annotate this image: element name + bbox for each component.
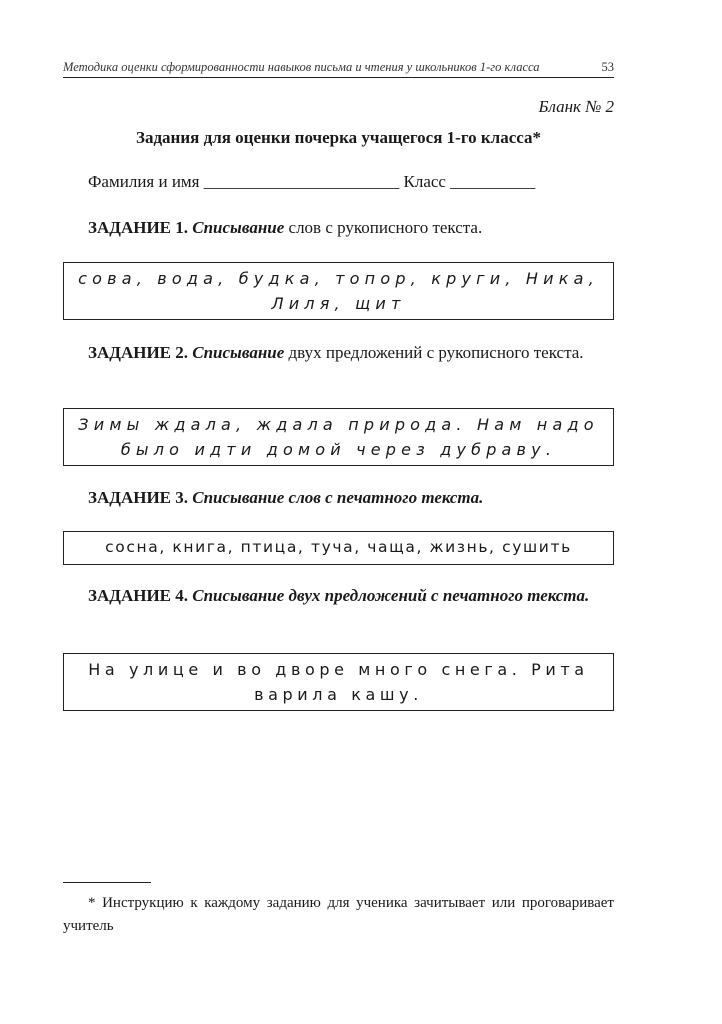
task-keyword: Списывание двух предложений с печатного текста.	[192, 586, 590, 605]
task-keyword: Списывание	[192, 218, 285, 237]
running-header-title: Методика оценки сформированности навыков письма и чтения у школьников 1-го класса	[63, 60, 540, 74]
task-2-sample-box	[63, 408, 614, 466]
task-4-heading	[63, 584, 614, 608]
sample-line: Зимы ждала, ждала природа. Нам надо	[78, 415, 599, 434]
sample-line: сова, вода, будка, топор, круги, Ника,	[78, 269, 599, 288]
sample-line: варила кашу.	[254, 685, 423, 704]
sample-line: Лиля, щит	[271, 294, 406, 313]
task-number: ЗАДАНИЕ 1.	[88, 218, 189, 237]
sample-line: было идти домой через дубраву.	[120, 440, 557, 459]
task-3-heading	[63, 486, 614, 510]
class-label: Класс	[403, 172, 446, 191]
task-4-sample-box	[63, 653, 614, 711]
student-line	[88, 172, 535, 192]
class-blank: __________	[450, 172, 536, 191]
document-title: Задания для оценки почерка учащегося 1-го класса*	[135, 128, 541, 147]
task-number: ЗАДАНИЕ 3.	[88, 488, 189, 507]
task-keyword: Списывание слов с печатного текста.	[192, 488, 484, 507]
running-header	[63, 60, 614, 75]
task-1-heading	[63, 216, 614, 240]
header-rule	[63, 77, 614, 78]
name-blank: _______________________	[203, 172, 400, 191]
task-description: двух предложений с рукописного текста.	[284, 343, 584, 362]
footnote-text: * Инструкцию к каждому заданию для ученика зачитывает или проговаривает учитель	[63, 895, 614, 934]
task-1-sample-box	[63, 262, 614, 320]
sample-line: сосна, книга, птица, туча, чаща, жизнь, сушить	[105, 538, 572, 556]
task-description: слов с рукописного текста.	[284, 218, 483, 237]
task-3-sample-box	[63, 531, 614, 565]
form-id: Бланк № 2	[538, 97, 614, 116]
footnote-rule	[63, 882, 151, 883]
task-keyword: Списывание	[192, 343, 285, 362]
sample-line: На улице и во дворе много снега. Рита	[88, 660, 589, 679]
task-number: ЗАДАНИЕ 2.	[88, 343, 189, 362]
footnote	[63, 892, 614, 938]
task-2-heading	[63, 341, 614, 365]
name-label: Фамилия и имя	[88, 172, 200, 191]
task-number: ЗАДАНИЕ 4.	[88, 586, 189, 605]
page-number: 53	[601, 60, 614, 74]
